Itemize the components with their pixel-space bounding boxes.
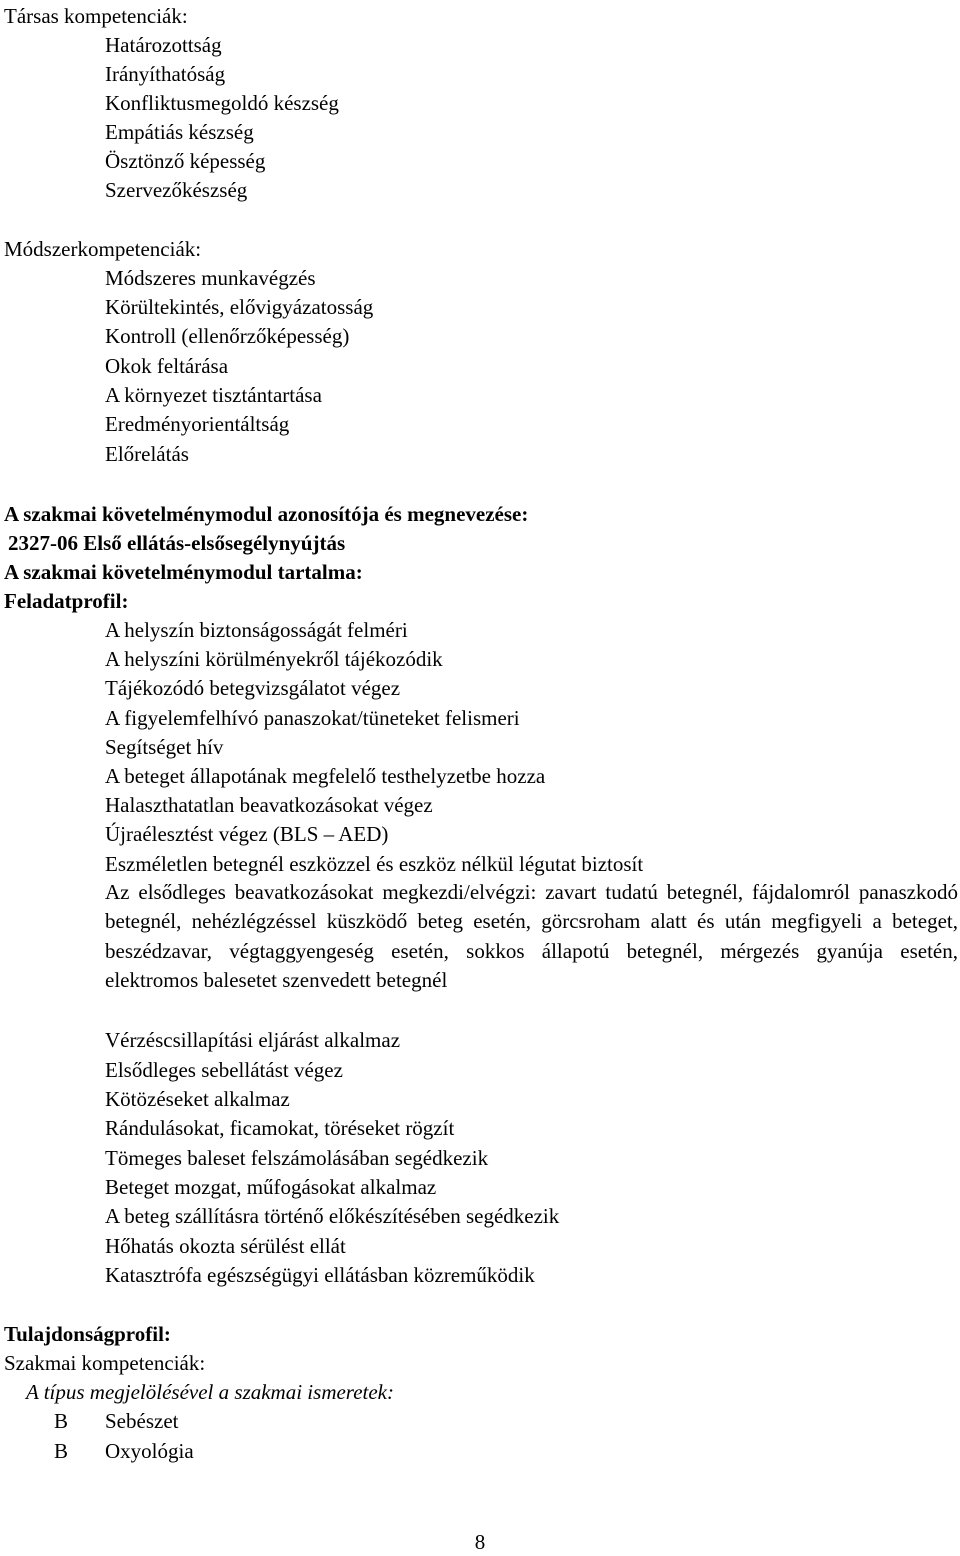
list-item: Empátiás készség <box>105 120 254 144</box>
task-profile-heading: Feladatprofil: <box>4 589 129 613</box>
list-item: Eredményorientáltság <box>105 412 290 436</box>
list-item: Módszeres munkavégzés <box>105 266 316 290</box>
task-item: Rándulásokat, ficamokat, töréseket rögzít <box>105 1116 455 1140</box>
knowledge-name: Oxyológia <box>105 1439 194 1463</box>
list-item: Okok feltárása <box>105 354 229 378</box>
task-item: Halaszthatatlan beavatkozásokat végez <box>105 793 433 817</box>
task-item: Elsődleges sebellátást végez <box>105 1058 343 1082</box>
task-item: Újraélesztést végez (BLS – AED) <box>105 822 389 846</box>
list-item: Előrelátás <box>105 442 189 466</box>
task-item: Katasztrófa egészségügyi ellátásban közreműködik <box>105 1263 535 1287</box>
knowledge-type: B <box>54 1439 69 1463</box>
task-item: Segítséget hív <box>105 735 224 759</box>
task-item: Eszméletlen betegnél eszközzel és eszköz nélkül légutat biztosít <box>105 852 644 876</box>
list-item: Irányíthatóság <box>105 62 226 86</box>
list-item: Szervezőkészség <box>105 178 248 202</box>
list-item: Ösztönző képesség <box>105 149 266 173</box>
method-competencies-heading: Módszerkompetenciák: <box>4 237 202 261</box>
task-item: A beteget állapotának megfelelő testhelyzetbe hozza <box>105 764 546 788</box>
task-item: A figyelemfelhívó panaszokat/tüneteket felismeri <box>105 706 520 730</box>
module-id-name: 2327-06 Első ellátás-elsősegélynyújtás <box>8 531 346 555</box>
task-item: A helyszíni körülményekről tájékozódik <box>105 647 443 671</box>
task-item: Beteget mozgat, műfogásokat alkalmaz <box>105 1175 437 1199</box>
social-competencies-heading: Társas kompetenciák: <box>4 4 188 28</box>
task-item: A helyszín biztonságosságát felméri <box>105 618 408 642</box>
task-item: Tájékozódó betegvizsgálatot végez <box>105 676 401 700</box>
module-heading: A szakmai követelménymodul azonosítója és megnevezése: <box>4 502 529 526</box>
knowledge-name: Sebészet <box>105 1409 179 1433</box>
task-item: Kötözéseket alkalmaz <box>105 1087 290 1111</box>
knowledge-type: B <box>54 1409 69 1433</box>
task-item: Vérzéscsillapítási eljárást alkalmaz <box>105 1028 401 1052</box>
list-item: Konfliktusmegoldó készség <box>105 91 339 115</box>
module-content-heading: A szakmai követelménymodul tartalma: <box>4 560 363 584</box>
task-item: Hőhatás okozta sérülést ellát <box>105 1234 346 1258</box>
task-item: Tömeges baleset felszámolásában segédkezik <box>105 1146 489 1170</box>
list-item: Határozottság <box>105 33 222 57</box>
list-item: A környezet tisztántartása <box>105 383 322 407</box>
professional-competencies-heading: Szakmai kompetenciák: <box>4 1351 206 1375</box>
property-profile-heading: Tulajdonságprofil: <box>4 1322 171 1346</box>
task-paragraph: Az elsődleges beavatkozásokat megkezdi/elvégzi: zavart tudatú betegnél, fájdalomról panaszkodó betegnél, nehézlégzéssel küszködő beteg esetén, görcsroham alatt és után megfigyeli a beteget, beszédzavar, végtaggyengeség esetén, sokkos állapotú betegnél, mérgezés gyanúja esetén, elektromos balesetet szenvedett betegnél <box>105 880 958 993</box>
type-note: A típus megjelölésével a szakmai ismeretek: <box>26 1380 394 1404</box>
list-item: Körültekintés, elővigyázatosság <box>105 295 374 319</box>
page-number: 8 <box>474 1530 486 1554</box>
task-item: A beteg szállításra történő előkészítésében segédkezik <box>105 1204 560 1228</box>
list-item: Kontroll (ellenőrzőképesség) <box>105 324 350 348</box>
